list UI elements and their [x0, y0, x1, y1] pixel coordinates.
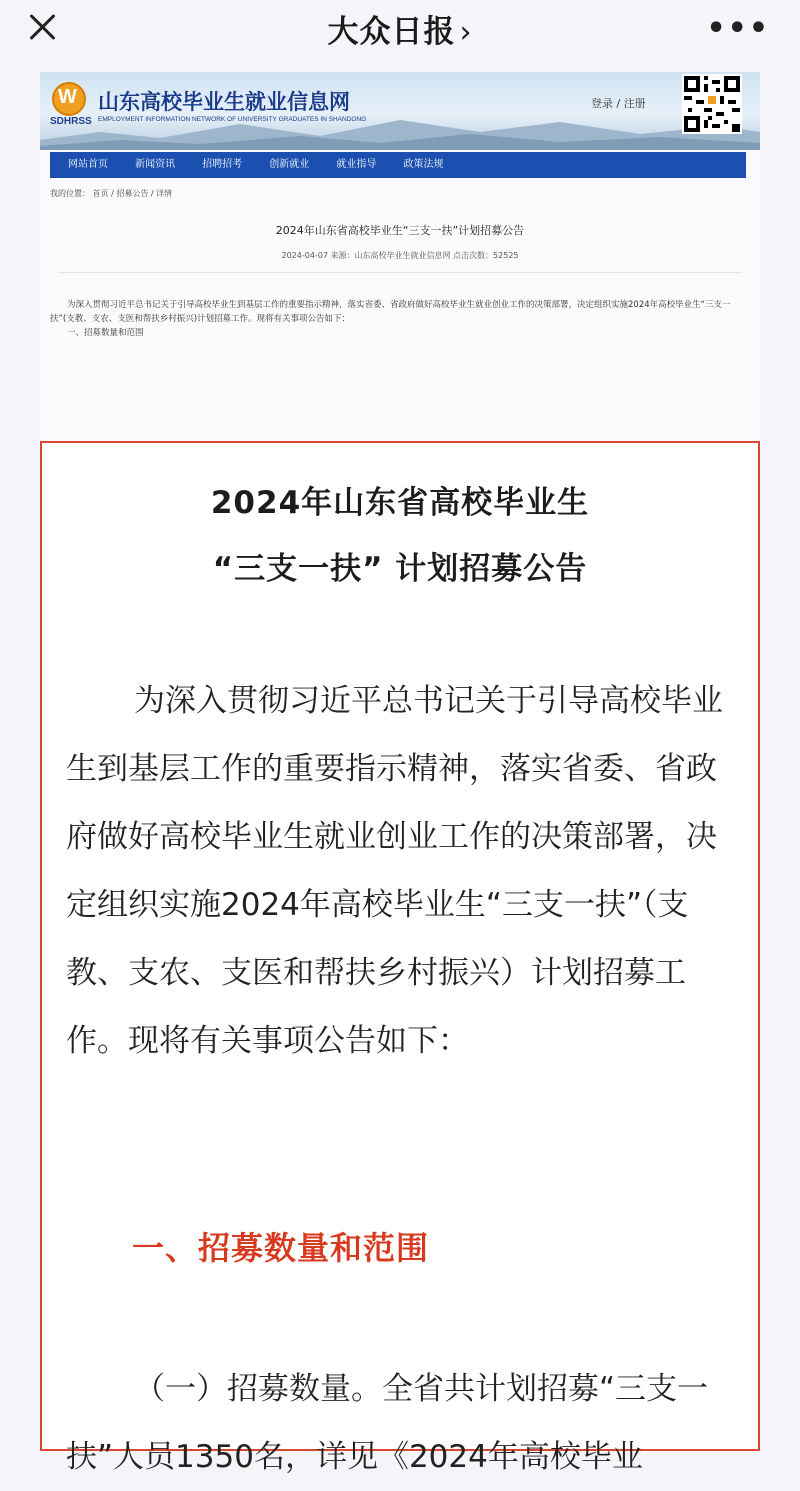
account-name[interactable]: 大众日报: [327, 14, 456, 50]
notice-title-line2: “三支一扶” 计划招募公告: [212, 551, 588, 587]
notice-title-line1: 2024年山东省高校毕业生: [210, 485, 590, 521]
article-title-small: 2024年山东省高校毕业生“三支一扶”计划招募公告: [275, 224, 525, 237]
site-logo-icon: [52, 82, 86, 116]
article-intro-small: 为深入贯彻习近平总书记关于引导高校毕业生到基层工作的重要指示精神，落实省委、省政府做好高校毕业生就业创业工作的决策部署，决定组织实施2024年高校毕业生“三支一扶”(支教、支农、支医和帮扶乡村振兴)计划招募工作。现将有关事项公告如下：: [50, 300, 731, 324]
site-nav-recruit[interactable]: 招聘招考: [202, 159, 243, 170]
app-top-bar: [0, 0, 800, 56]
site-banner: [40, 72, 760, 150]
sub-paragraph-text: （一）招募数量。全省共计划招募“三支一扶”人员1350名，详见《2024年高校毕业: [66, 1371, 709, 1475]
article-body-small: [50, 298, 750, 340]
site-nav-home[interactable]: 网站首页: [68, 159, 108, 170]
site-nav-guidance[interactable]: 就业指导: [336, 159, 377, 170]
account-title[interactable]: [0, 6, 800, 51]
site-nav-news[interactable]: 新闻资讯: [135, 159, 176, 170]
site-name: 山东高校毕业生就业信息网: [98, 89, 350, 114]
article-section-small: 一、招募数量和范围: [67, 328, 144, 338]
chevron-right-icon[interactable]: ›: [459, 15, 473, 50]
section-heading: 一、招募数量和范围: [132, 1229, 430, 1267]
more-options-icon[interactable]: •••: [706, 11, 770, 46]
article-meta: 2024-04-07 来源：山东高校毕业生就业信息网 点击次数：52525: [281, 251, 519, 260]
site-nav-bar: [50, 152, 746, 178]
divider: [58, 272, 742, 273]
sub-paragraph: [66, 1355, 746, 1491]
site-subtitle: EMPLOYMENT INFORMATION NETWORK OF UNIVERSITY GRADUATES IN SHANDONG: [98, 116, 367, 123]
notice-intro-paragraph: [66, 667, 742, 1075]
site-nav-innovation[interactable]: 创新就业: [269, 159, 310, 170]
notice-intro-text: 为深入贯彻习近平总书记关于引导高校毕业生到基层工作的重要指示精神，落实省委、省政府做好高校毕业生就业创业工作的决策部署，决定组织实施2024年高校毕业生“三支一扶”（支教、支农、支医和帮扶乡村振兴）计划招募工作。现将有关事项公告如下：: [66, 683, 723, 1059]
website-screenshot: [40, 72, 760, 444]
site-nav-policy[interactable]: 政策法规: [403, 159, 444, 170]
breadcrumb: 我的位置： 首页 / 招募公告 / 详情: [50, 189, 173, 198]
qr-code-icon: [682, 74, 742, 134]
notice-card: [40, 441, 760, 1475]
site-logo-abbr: SDHRSS: [50, 116, 92, 127]
login-register-link[interactable]: 登录 / 注册: [591, 97, 646, 110]
